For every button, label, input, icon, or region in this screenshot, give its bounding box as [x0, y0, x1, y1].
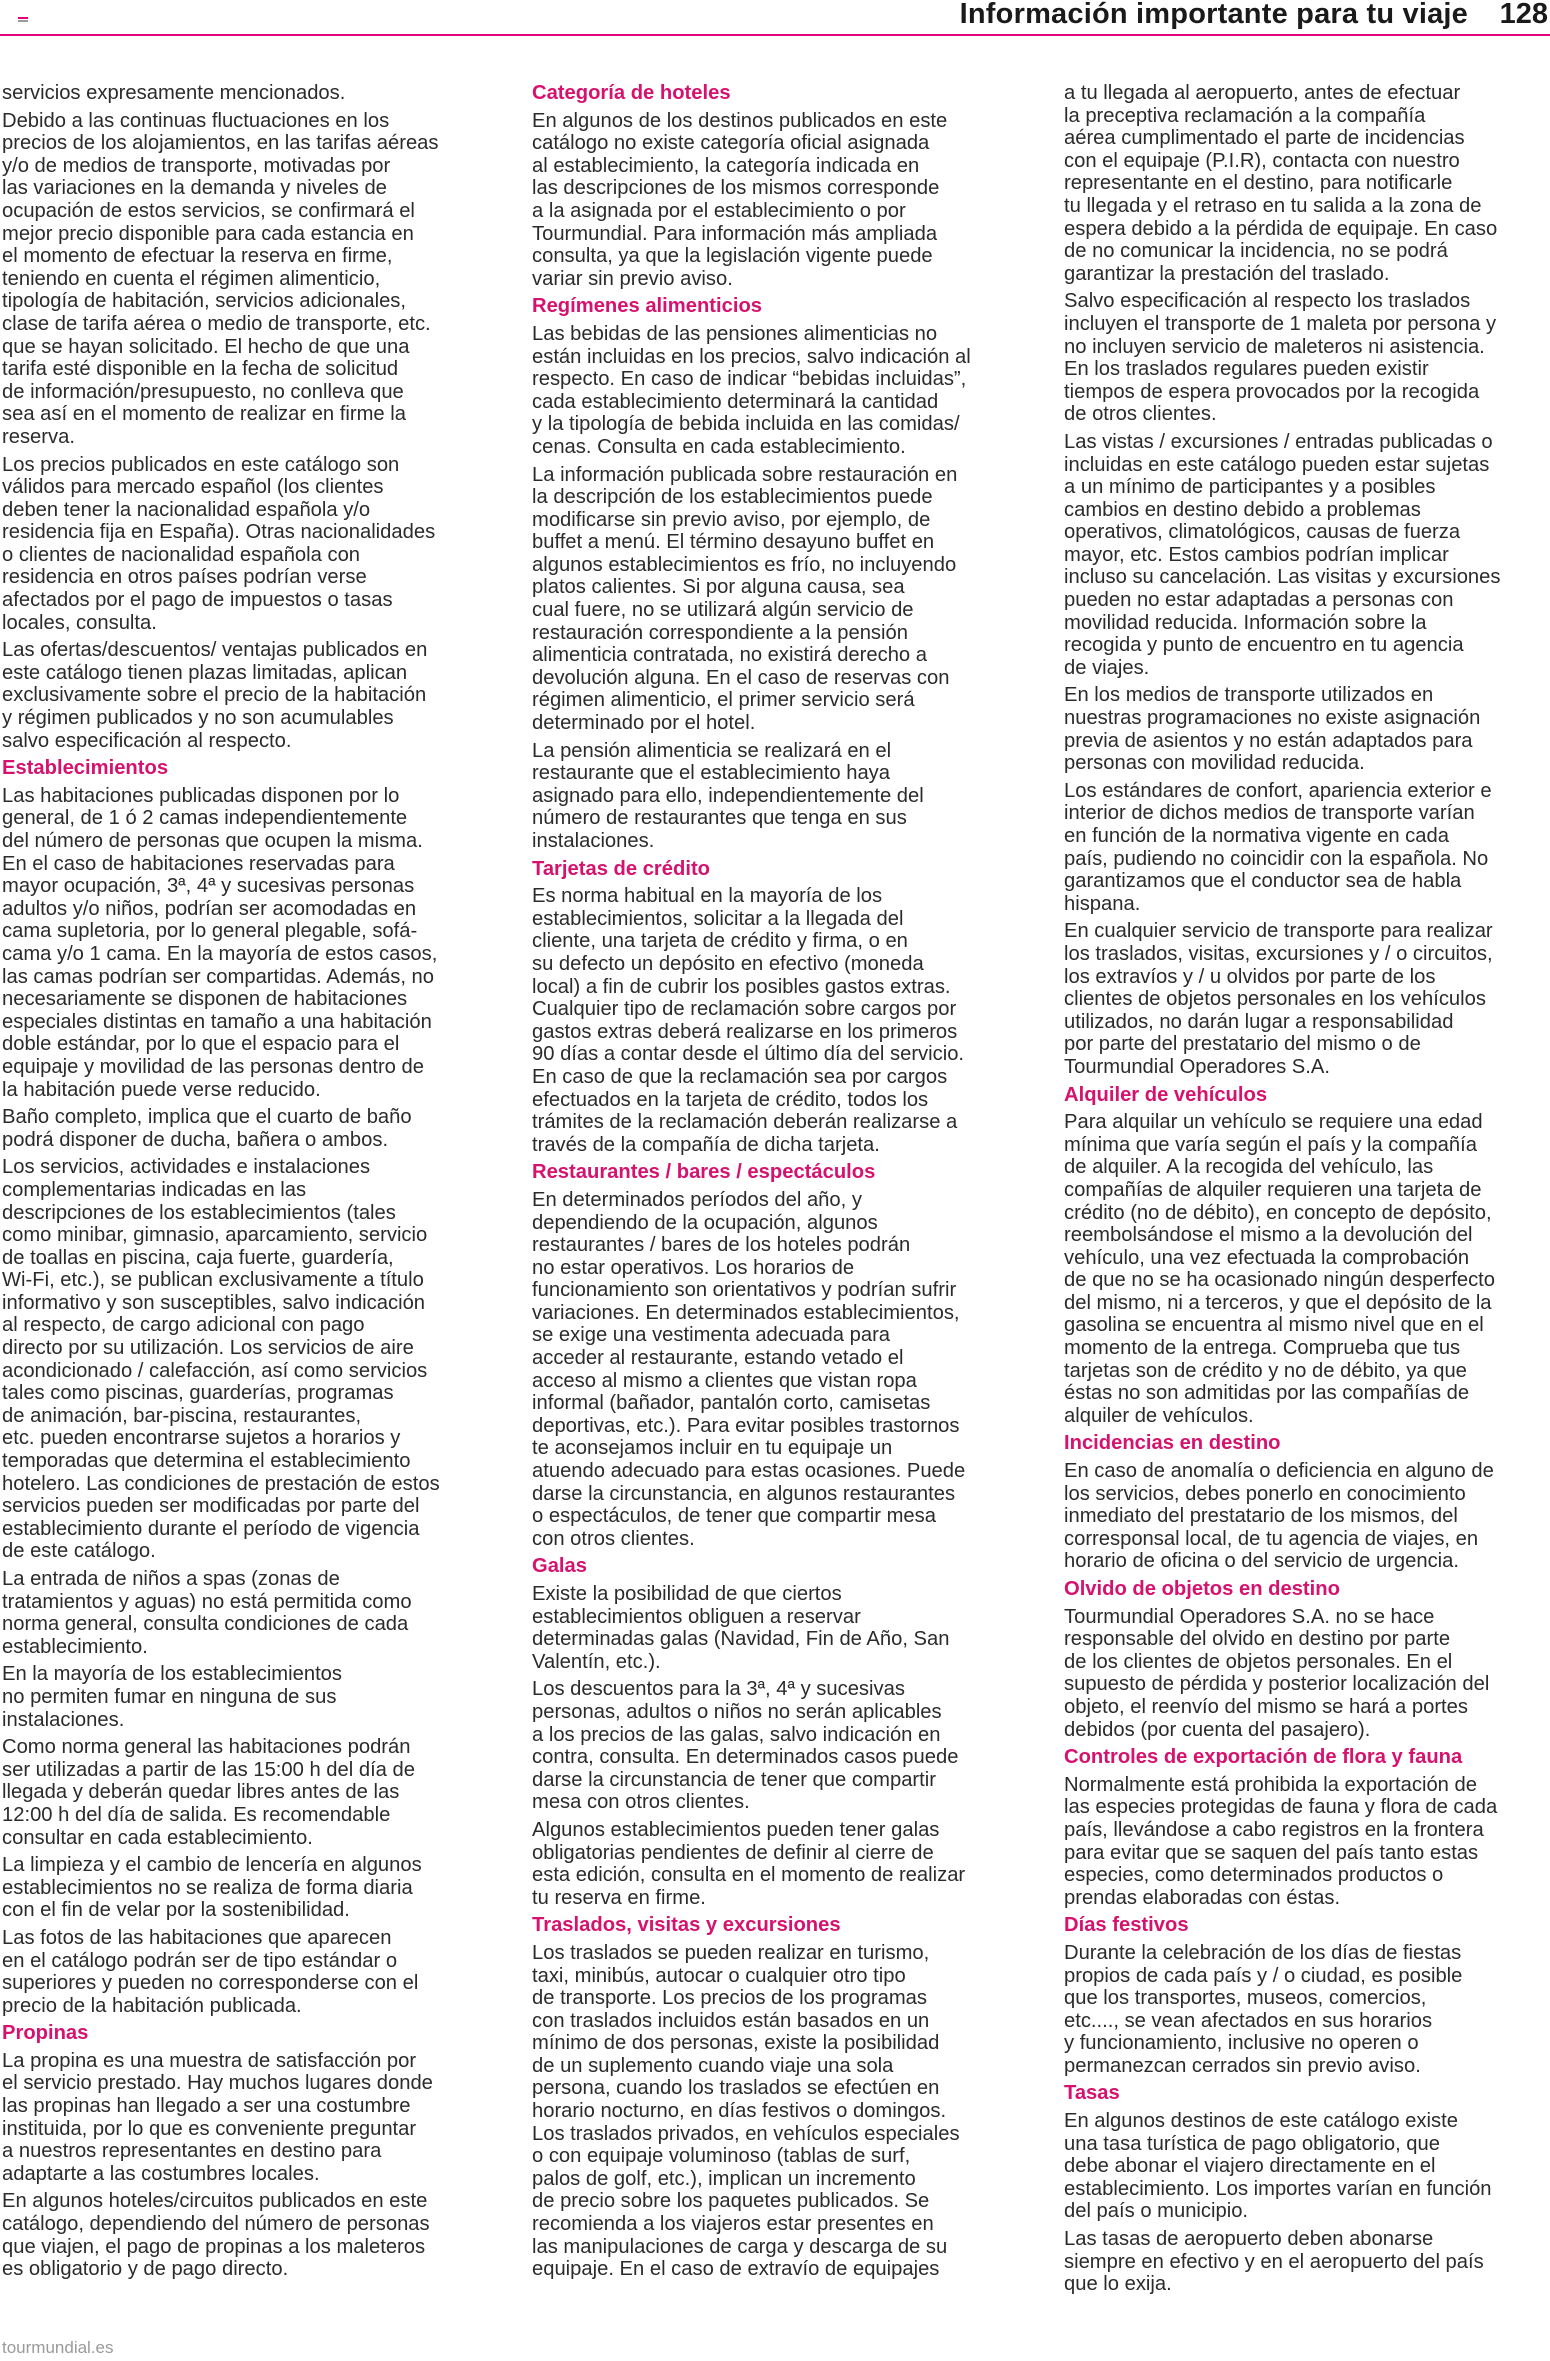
paragraph: Es norma habitual en la mayoría de los establecimientos, solicitar a la llegada del cliente, una tarjeta de crédito y firma, o en su defecto un depósito en efectivo (moneda local) a fin de cubrir los posibles gastos extras. Cualquier tipo de reclamación sobre cargos por gastos extras deberá realizarse en los primeros 90 días a contar desde el último día del servicio. En caso de que la reclamación sea por cargos efectuados en la tarjeta de crédito, todos los trámites de la reclamación deberán realizarse a través de la compañía de dicha tarjeta. — [532, 885, 965, 1156]
paragraph: Las vistas / excursiones / entradas publicadas o incluidas en este catálogo pueden estar sujetas a un mínimo de participantes y a posibles cambios en destino debido a problemas operativos, climatológicos, causas de fuerza mayor, etc. Estos cambios podrían implicar incluso su cancelación. Las visitas y excursiones pueden no estar adaptadas a personas con movilidad reducida. Información sobre la recogida y punto de encuentro en tu agencia de viajes. — [1064, 430, 1501, 679]
paragraph: a tu llegada al aeropuerto, antes de efectuar la preceptiva reclamación a la compañía aérea cumplimentado el parte de incidencias con el equipaje (P.I.R), contacta con nuestro representante en el destino, para notificarle tu llegada y el retraso en tu salida a la zona de espera debido a la pérdida de equipaje. En caso de no comunicar la incidencia, no se podrá garantizar la prestación del traslado. — [1064, 82, 1498, 285]
paragraph: Los servicios, actividades e instalaciones complementarias indicadas en las descripciones de los establecimientos (tales como minibar, gimnasio, aparcamiento, servicio de toallas en piscina, caja fuerte, guardería, Wi-Fi, etc.), se publican exclusivamente a título informativo y son susceptibles, salvo indicación al respecto, de cargo adicional con pago directo por su utilización. Los servicios de aire acondicionado / calefacción, así como servicios tales como piscinas, guarderías, programas de animación, bar-piscina, restaurantes, etc. pueden encontrarse sujetos a horarios y temporadas que determina el establecimiento hotelero. Las condiciones de prestación de estos servicios pueden ser modificadas por parte del establecimiento durante el período de vigencia de este catálogo. — [2, 1156, 440, 1563]
paragraph: Las habitaciones publicadas disponen por lo general, de 1 ó 2 camas independientemente del número de personas que ocupen la misma. En el caso de habitaciones reservadas para mayor ocupación, 3ª, 4ª y sucesivas personas adultos y/o niños, podrían ser acomodadas en cama supletoria, por lo general plegable, sofá- cama y/o 1 cama. En la mayoría de estos casos, las camas podrían ser compartidas. Además, no necesariamente se disponen de habitaciones especiales distintas en tamaño a una habitación doble estándar, por lo que el espacio para el equipaje y movilidad de las personas dentro de la habitación puede verse reducido. — [2, 784, 438, 1101]
section-heading: Propinas — [2, 2022, 89, 2045]
paragraph: En algunos hoteles/circuitos publicados en este catálogo, dependiendo del número de personas que viajen, el pago de propinas a los maleteros es obligatorio y de pago directo. — [2, 2190, 430, 2281]
paragraph: Tourmundial Operadores S.A. no se hace responsable del olvido en destino por parte de los clientes de objetos personales. En el supuesto de pérdida y posterior localización del objeto, el reenvío del mismo se hará a portes debidos (por cuenta del pasajero). — [1064, 1605, 1490, 1741]
paragraph: La limpieza y el cambio de lencería en algunos establecimientos no se realiza de forma diaria con el fin de velar por la sostenibilidad. — [2, 1854, 422, 1922]
section-heading: Galas — [532, 1555, 587, 1578]
paragraph: Algunos establecimientos pueden tener galas obligatorias pendientes de definir al cierre de esta edición, consulta en el momento de realizar tu reserva en firme. — [532, 1818, 966, 1909]
paragraph: Los estándares de confort, apariencia exterior e interior de dichos medios de transporte varían en función de la normativa vigente en cada país, pudiendo no coincidir con la española. No garantizamos que el conductor sea de habla hispana. — [1064, 779, 1492, 915]
section-heading: Incidencias en destino — [1064, 1432, 1281, 1455]
paragraph: Los traslados se pueden realizar en turismo, taxi, minibús, autocar o cualquier otro tipo de transporte. Los precios de los programas con traslados incluidos están basados en un mínimo de dos personas, existe la posibilidad de un suplemento cuando viaje una sola persona, cuando los traslados se efectúen en horario nocturno, en días festivos o domingos. Los traslados privados, en vehículos especiales o con equipaje voluminoso (tablas de surf, palos de golf, etc.), implican un incremento de precio sobre los paquetes publicados. Se recomienda a los viajeros estar presentes en las manipulaciones de carga y descarga de su equipaje. En el caso de extravío de equipajes — [532, 1941, 960, 2281]
paragraph: En los medios de transporte utilizados en nuestras programaciones no existe asignación previa de asientos y no están adaptados para personas con movilidad reducida. — [1064, 684, 1481, 775]
section-heading: Alquiler de vehículos — [1064, 1083, 1268, 1106]
paragraph: servicios expresamente mencionados. — [2, 82, 346, 104]
text-column-center — [532, 82, 1022, 2286]
paragraph: Salvo especificación al respecto los traslados incluyen el transporte de 1 maleta por persona y no incluyen servicio de maleteros ni asistencia. En los traslados regulares pueden existir tiempos de espera provocados por la recogida de otros clientes. — [1064, 290, 1497, 426]
section-heading: Días festivos — [1064, 1914, 1189, 1937]
section-heading: Restaurantes / bares / espectáculos — [532, 1161, 876, 1184]
footer-website[interactable]: tourmundial.es — [2, 2338, 114, 2357]
paragraph: En algunos destinos de este catálogo existe una tasa turística de pago obligatorio, que debe abonar el viajero directamente en el establecimiento. Los importes varían en función del país o municipio. — [1064, 2110, 1492, 2223]
page-title: Información importante para tu viaje — [959, 0, 1468, 30]
page-header — [0, 0, 1550, 36]
section-heading: Traslados, visitas y excursiones — [532, 1914, 841, 1937]
paragraph: En cualquier servicio de transporte para realizar los traslados, visitas, excursiones y / o circuitos, los extravíos y / u olvidos por parte de los clientes de objetos personales en los vehículos utilizados, no darán lugar a responsabilidad por parte del prestatario del mismo o de Tourmundial Operadores S.A. — [1064, 920, 1493, 1078]
paragraph: Los precios publicados en este catálogo son válidos para mercado español (los clientes deben tener la nacionalidad española y/o residencia fija en España). Otras nacionalidades o clientes de nacionalidad española con residencia en otros países podrían verse afectados por el pago de impuestos o tasas locales, consulta. — [2, 453, 436, 634]
paragraph: La pensión alimenticia se realizará en el restaurante que el establecimiento haya asignado para ello, independientemente del número de restaurantes que tenga en sus instalaciones. — [532, 739, 924, 852]
paragraph: Los descuentos para la 3ª, 4ª y sucesivas personas, adultos o niños no serán aplicables a los precios de las galas, salvo indicación en contra, consulta. En determinados casos puede darse la circunstancia de tener que compartir mesa con otros clientes. — [532, 1678, 959, 1814]
section-heading: Categoría de hoteles — [532, 82, 731, 104]
page-number: 128 — [1499, 0, 1548, 30]
paragraph: En algunos de los destinos publicados en este catálogo no existe categoría oficial asignada al establecimiento, la categoría indicada en las descripciones de los mismos corresponde a la asignada por el establecimiento o por Tourmundial. Para información más ampliada consulta, ya que la legislación vigente puede variar sin previo aviso. — [532, 109, 948, 290]
paragraph: Baño completo, implica que el cuarto de baño podrá disponer de ducha, bañera o ambos. — [2, 1106, 412, 1151]
paragraph: En caso de anomalía o deficiencia en alguno de los servicios, debes ponerlo en conocimiento inmediato del prestatario de los mismos, del corresponsal local, de tu agencia de viajes, en horario de oficina o del servicio de urgencia. — [1064, 1460, 1494, 1573]
section-heading: Tasas — [1064, 2082, 1120, 2105]
paragraph: Existe la posibilidad de que ciertos establecimientos obliguen a reservar determinadas galas (Navidad, Fin de Año, San Valentín, etc.). — [532, 1583, 950, 1673]
paragraph: La información publicada sobre restauración en la descripción de los establecimientos puede modificarse sin previo aviso, por ejemplo, de buffet a menú. El término desayuno buffet en algunos establecimientos es frío, no incluyendo platos calientes. Si por alguna causa, sea cual fuere, no se utilizará algún servicio de restauración correspondiente a la pensión alimenticia contratada, no existirá derecho a devolución alguna. En el caso de reservas con régimen alimenticio, el primer servicio será determinado por el hotel. — [532, 463, 958, 735]
section-heading: Regímenes alimenticios — [532, 295, 762, 318]
paragraph: En determinados períodos del año, y dependiendo de la ocupación, algunos restaurantes / bares de los hoteles podrán no estar operativos. Los horarios de funcionamiento son orientativos y podrían sufrir variaciones. En determinados establecimientos, se exige una vestimenta adecuada para acceder al restaurante, estando vetado el acceso al mismo a clientes que vistan ropa informal (bañador, pantalón corto, camisetas deportivas, etc.). Para evitar posibles trastornos te aconsejamos incluir en tu equipaje un atuendo adecuado para estas ocasiones. Puede darse la circunstancia, en algunos restaurantes o espectáculos, de tener que compartir mesa con otros clientes. — [532, 1188, 966, 1550]
paragraph: La propina es una muestra de satisfacción por el servicio prestado. Hay muchos lugares donde las propinas han llegado a ser una costumbre instituida, por lo que es conveniente preguntar a nuestros representantes en destino para adaptarte a las costumbres locales. — [2, 2049, 433, 2185]
section-heading: Tarjetas de crédito — [532, 857, 711, 880]
paragraph: Como norma general las habitaciones podrán ser utilizadas a partir de las 15:00 h del día de llegada y deberán quedar libres antes de las 12:00 h del día de salida. Es recomendable consultar en cada establecimiento. — [2, 1736, 415, 1849]
section-heading: Controles de exportación de flora y fauna — [1064, 1746, 1463, 1769]
paragraph: La entrada de niños a spas (zonas de tratamientos y aguas) no está permitida como norma general, consulta condiciones de cada establecimiento. — [2, 1568, 412, 1658]
paragraph: Las fotos de las habitaciones que aparecen en el catálogo podrán ser de tipo estándar o superiores y pueden no corresponderse con el precio de la habitación publicada. — [2, 1926, 419, 2017]
paragraph: Las bebidas de las pensiones alimenticias no están incluidas en los precios, salvo indicación al respecto. En caso de indicar “bebidas incluidas”, cada establecimiento determinará la cantidad y la tipología de bebida incluida en las comidas/ cenas. Consulta en cada establecimiento. — [532, 322, 971, 458]
brand-logo-icon — [18, 17, 28, 23]
paragraph: Las ofertas/descuentos/ ventajas publicados en este catálogo tienen plazas limitadas, aplican exclusivamente sobre el precio de la habitación y régimen publicados y no son acumulables salvo especificación al respecto. — [2, 639, 428, 752]
paragraph: Para alquilar un vehículo se requiere una edad mínima que varía según el país y la compañía de alquiler. A la recogida del vehículo, las compañías de alquiler requieren una tarjeta de crédito (no de débito), en concepto de depósito, reembolsándose el mismo a la devolución del vehículo, una vez efectuada la comprobación de que no se ha ocasionado ningún desperfecto del mismo, ni a terceros, y que el depósito de la gasolina se encuentra al mismo nivel que en el momento de la entrega. Comprueba que tus tarjetas son de crédito y no de débito, ya que éstas no son admitidas por las compañías de alquiler de vehículos. — [1064, 1111, 1496, 1427]
paragraph: Durante la celebración de los días de fiestas propios de cada país y / o ciudad, es posible que los transportes, museos, comercios, etc...., se vean afectados en sus horarios y funcionamiento, inclusive no operen o permanezcan cerrados sin previo aviso. — [1064, 1941, 1463, 2077]
section-heading: Olvido de objetos en destino — [1064, 1578, 1340, 1600]
section-heading: Establecimientos — [2, 757, 169, 780]
text-column-left — [2, 82, 488, 2286]
paragraph: Debido a las continuas fluctuaciones en los precios de los alojamientos, en las tarifas aéreas y/o de medios de transporte, motivadas por las variaciones en la demanda y niveles de ocupación de estos servicios, se confirmará el mejor precio disponible para cada estancia en el momento de efectuar la reserva en firme, teniendo en cuenta el régimen alimenticio, tipología de habitación, servicios adicionales, clase de tarifa aérea o medio de transporte, etc. que se hayan solicitado. El hecho de que una tarifa esté disponible en la fecha de solicitud de información/presupuesto, no conlleva que sea así en el momento de realizar en firme la reserva. — [2, 109, 439, 448]
text-column-right — [1064, 82, 1550, 2301]
paragraph: En la mayoría de los establecimientos no permiten fumar en ninguna de sus instalaciones. — [2, 1663, 342, 1731]
paragraph: Normalmente está prohibida la exportación de las especies protegidas de fauna y flora de cada país, llevándose a cabo registros en la frontera para evitar que se saquen del país tanto estas especies, como determinados productos o prendas elaboradas con éstas. — [1064, 1773, 1498, 1909]
paragraph: Las tasas de aeropuerto deben abonarse siempre en efectivo y en el aeropuerto del país que lo exija. — [1064, 2228, 1484, 2296]
